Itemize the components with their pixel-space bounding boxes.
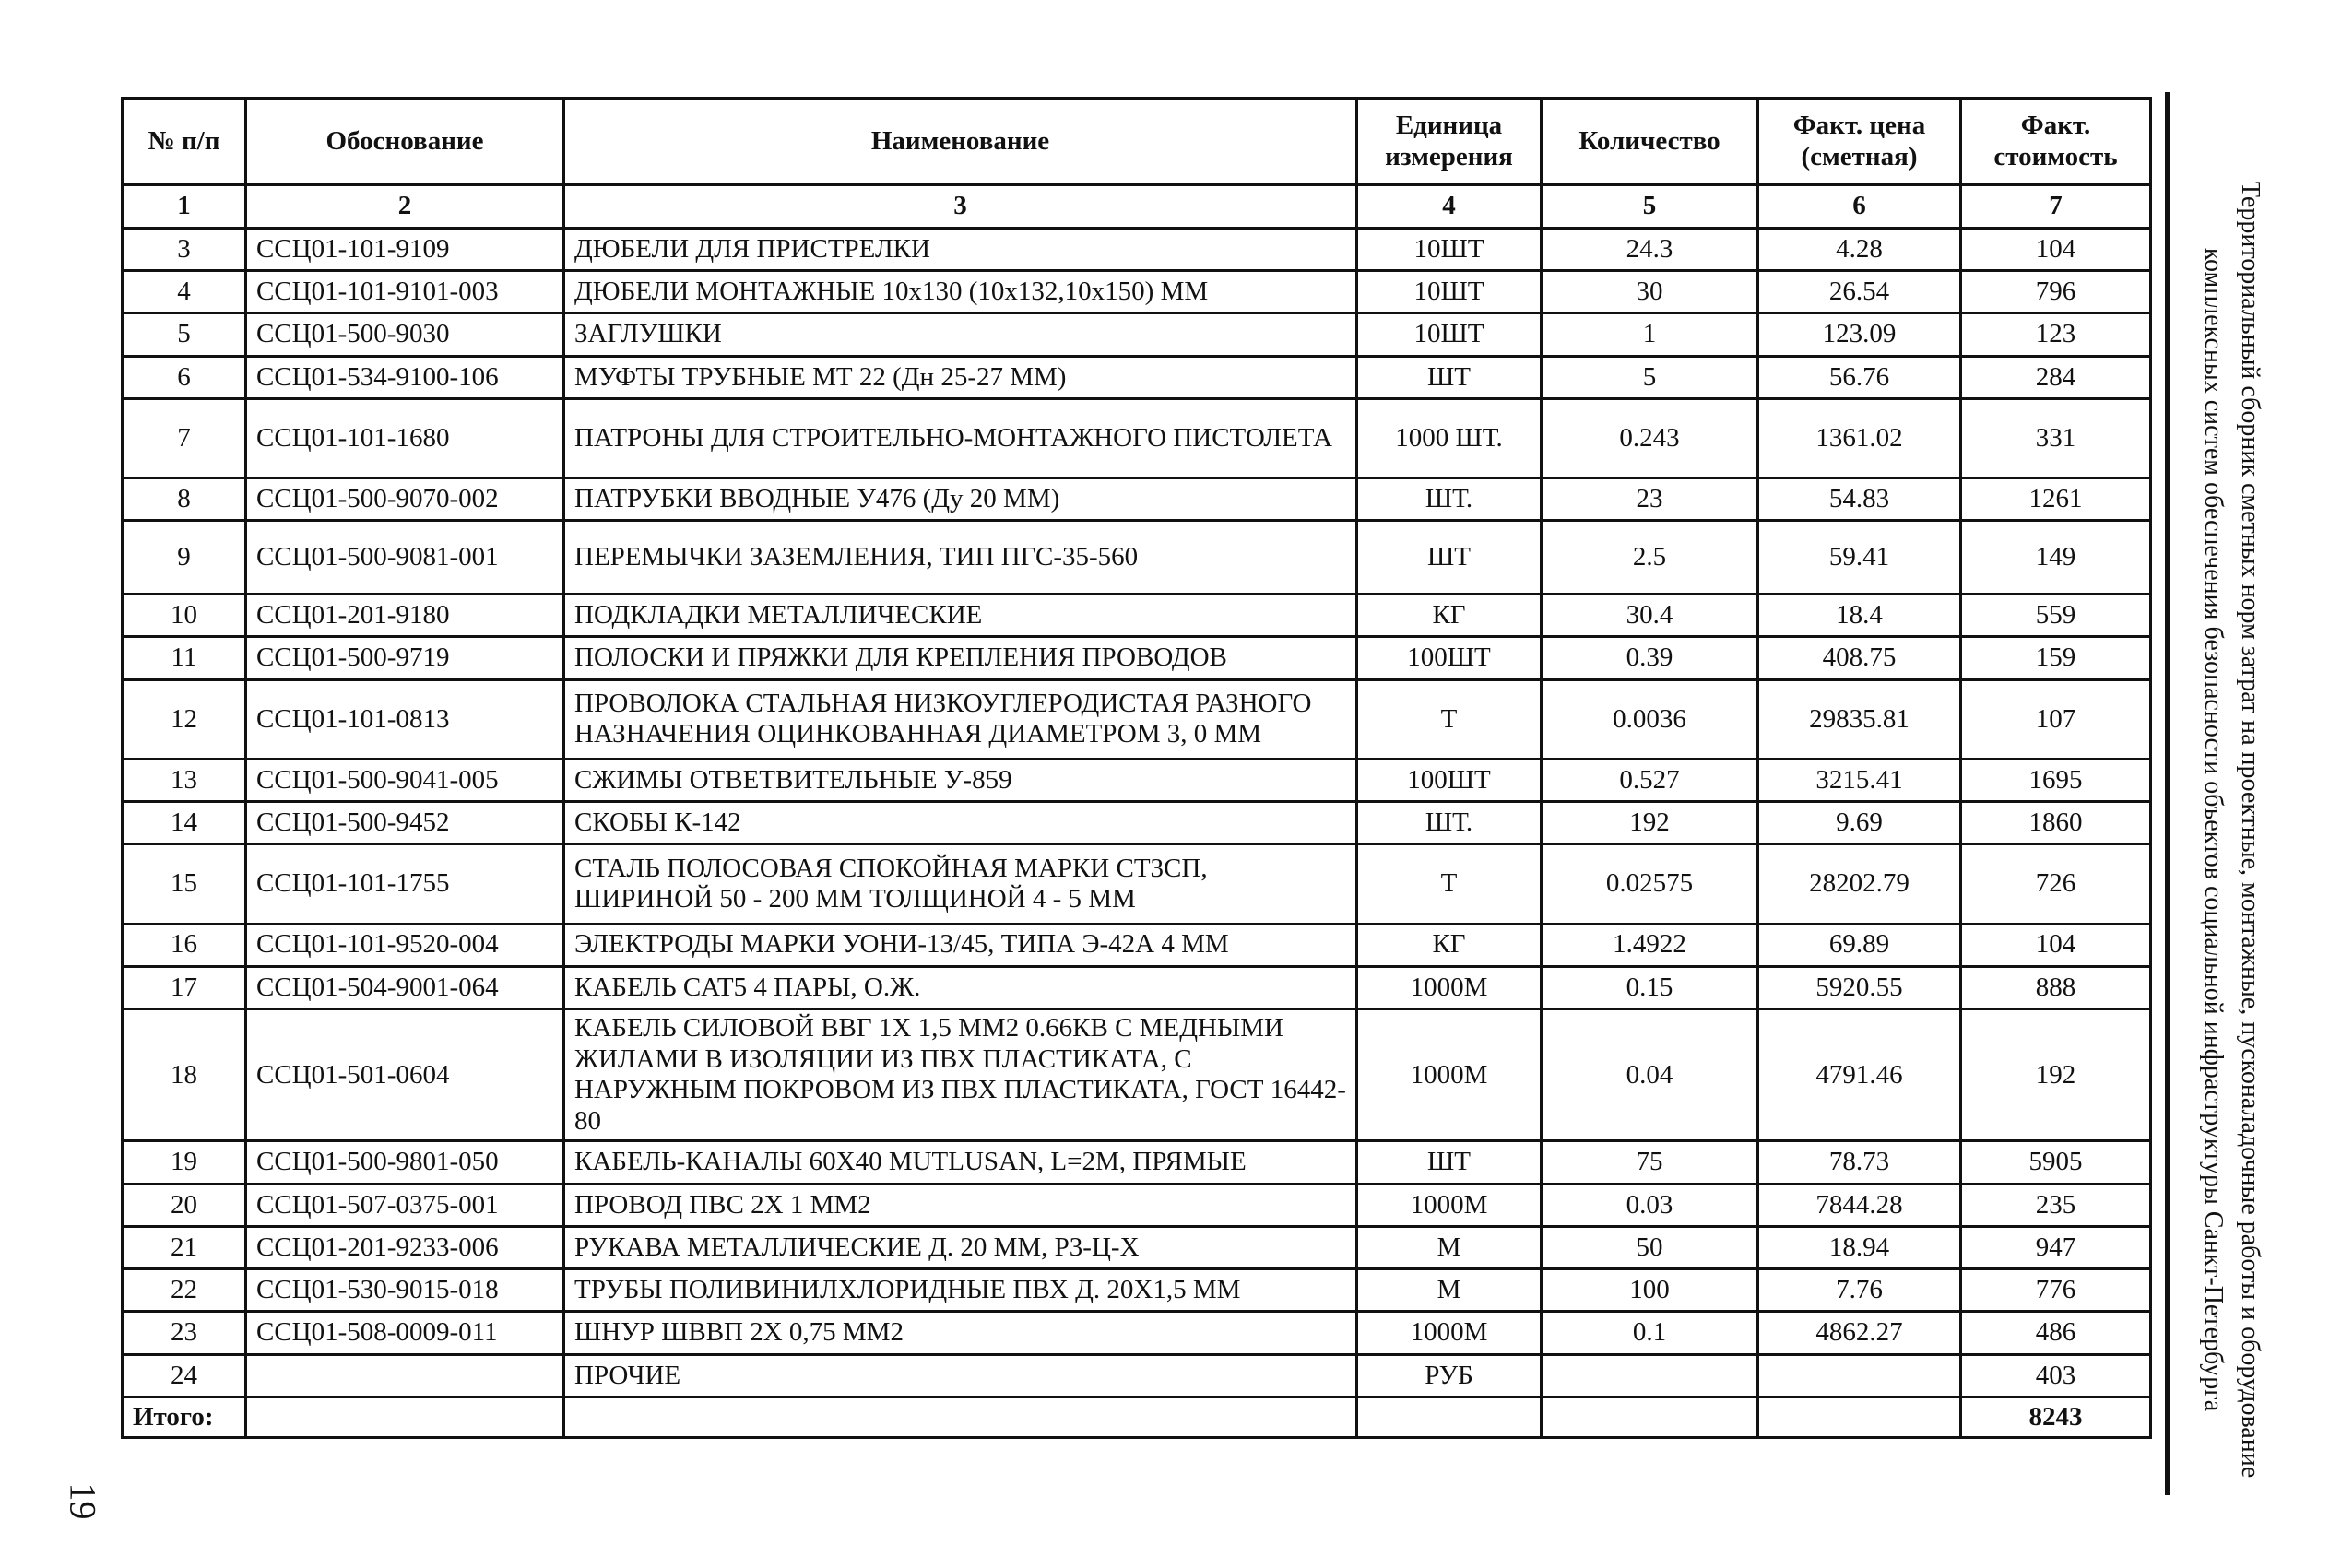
- table-row: [123, 637, 2151, 679]
- row-quantity: 0.1: [1542, 1312, 1758, 1354]
- table-row: [123, 924, 2151, 966]
- row-quantity: 0.39: [1542, 637, 1758, 679]
- row-unit: Т: [1357, 679, 1542, 759]
- row-item-name: КАБЕЛЬ СИЛОВОЙ ВВГ 1Х 1,5 ММ2 0.66КВ С МЕДНЫМИ ЖИЛАМИ В ИЗОЛЯЦИИ ИЗ ПВХ ПЛАСТИКАТА, С НАРУЖНЫМ ПОКРОВОМ ИЗ ПВХ ПЛАСТИКАТА, ГОСТ 16442-80: [564, 1009, 1357, 1141]
- row-unit: 10ШТ: [1357, 313, 1542, 356]
- header-qty: Количество: [1542, 99, 1758, 185]
- row-item-name: ПАТРУБКИ ВВОДНЫЕ У476 (Ду 20 ММ): [564, 478, 1357, 521]
- side-title-line-1: Территориальный сборник сметных норм затрат на проектные, монтажные, пусконаладочные работы и оборудование: [2236, 181, 2264, 1479]
- row-item-name: ЭЛЕКТРОДЫ МАРКИ УОНИ-13/45, ТИПА Э-42А 4 ММ: [564, 924, 1357, 966]
- table-row: [123, 229, 2151, 271]
- row-item-name: ЗАГЛУШКИ: [564, 313, 1357, 356]
- row-price: 4791.46: [1758, 1009, 1961, 1141]
- row-price: 3215.41: [1758, 759, 1961, 801]
- row-basis-code: ССЦ01-500-9081-001: [246, 521, 564, 595]
- row-price: 5920.55: [1758, 966, 1961, 1008]
- row-cost: 159: [1961, 637, 2151, 679]
- row-item-name: ПАТРОНЫ ДЛЯ СТРОИТЕЛЬНО-МОНТАЖНОГО ПИСТОЛЕТА: [564, 398, 1357, 477]
- row-basis-code: ССЦ01-201-9180: [246, 595, 564, 637]
- row-price: 18.4: [1758, 595, 1961, 637]
- row-number: 16: [123, 924, 246, 966]
- total-empty-cell: [1758, 1397, 1961, 1438]
- row-price: 78.73: [1758, 1141, 1961, 1184]
- row-number: 18: [123, 1009, 246, 1141]
- row-price: 54.83: [1758, 478, 1961, 521]
- row-item-name: ДЮБЕЛИ ДЛЯ ПРИСТРЕЛКИ: [564, 229, 1357, 271]
- row-unit: 1000М: [1357, 1312, 1542, 1354]
- row-quantity: 192: [1542, 802, 1758, 844]
- side-running-title: [2194, 111, 2268, 1549]
- table-row: [123, 1226, 2151, 1268]
- column-number-row: [123, 185, 2151, 229]
- row-cost: 947: [1961, 1226, 2151, 1268]
- row-item-name: ПОЛОСКИ И ПРЯЖКИ ДЛЯ КРЕПЛЕНИЯ ПРОВОДОВ: [564, 637, 1357, 679]
- row-basis-code: ССЦ01-534-9100-106: [246, 356, 564, 398]
- row-price: 9.69: [1758, 802, 1961, 844]
- total-empty-cell: [246, 1397, 564, 1438]
- row-price: 408.75: [1758, 637, 1961, 679]
- row-quantity: 100: [1542, 1269, 1758, 1312]
- row-number: 24: [123, 1354, 246, 1397]
- row-number: 19: [123, 1141, 246, 1184]
- row-basis-code: ССЦ01-500-9452: [246, 802, 564, 844]
- row-number: 3: [123, 229, 246, 271]
- row-unit: РУБ: [1357, 1354, 1542, 1397]
- row-basis-code: ССЦ01-500-9041-005: [246, 759, 564, 801]
- table-row: [123, 356, 2151, 398]
- row-number: 14: [123, 802, 246, 844]
- row-price: 4862.27: [1758, 1312, 1961, 1354]
- table-row: [123, 759, 2151, 801]
- row-unit: 1000М: [1357, 1009, 1542, 1141]
- row-quantity: 1: [1542, 313, 1758, 356]
- materials-cost-table: [121, 97, 2152, 1439]
- row-unit: КГ: [1357, 924, 1542, 966]
- row-unit: Т: [1357, 844, 1542, 924]
- row-unit: 1000М: [1357, 1184, 1542, 1226]
- table-row: [123, 521, 2151, 595]
- row-price: 59.41: [1758, 521, 1961, 595]
- row-cost: 403: [1961, 1354, 2151, 1397]
- row-basis-code: ССЦ01-500-9070-002: [246, 478, 564, 521]
- column-number: 1: [123, 185, 246, 229]
- header-unit: Единица измерения: [1357, 99, 1542, 185]
- row-item-name: ДЮБЕЛИ МОНТАЖНЫЕ 10х130 (10х132,10х150) ММ: [564, 271, 1357, 313]
- row-quantity: 30: [1542, 271, 1758, 313]
- row-price: 28202.79: [1758, 844, 1961, 924]
- row-quantity: 0.02575: [1542, 844, 1758, 924]
- row-number: 22: [123, 1269, 246, 1312]
- row-basis-code: ССЦ01-101-9109: [246, 229, 564, 271]
- column-number: 7: [1961, 185, 2151, 229]
- row-quantity: 30.4: [1542, 595, 1758, 637]
- row-unit: 100ШТ: [1357, 759, 1542, 801]
- header-basis: Обоснование: [246, 99, 564, 185]
- row-price: 69.89: [1758, 924, 1961, 966]
- row-number: 11: [123, 637, 246, 679]
- row-number: 20: [123, 1184, 246, 1226]
- row-price: 29835.81: [1758, 679, 1961, 759]
- row-number: 5: [123, 313, 246, 356]
- row-item-name: СКОБЫ К-142: [564, 802, 1357, 844]
- row-item-name: ПРОВОЛОКА СТАЛЬНАЯ НИЗКОУГЛЕРОДИСТАЯ РАЗНОГО НАЗНАЧЕНИЯ ОЦИНКОВАННАЯ ДИАМЕТРОМ 3, 0 ММ: [564, 679, 1357, 759]
- row-price: 4.28: [1758, 229, 1961, 271]
- table-row: [123, 595, 2151, 637]
- table-row: [123, 1354, 2151, 1397]
- row-cost: 776: [1961, 1269, 2151, 1312]
- total-row: [123, 1397, 2151, 1438]
- side-divider-line: [2165, 92, 2170, 1495]
- table-row: [123, 679, 2151, 759]
- row-basis-code: ССЦ01-101-9520-004: [246, 924, 564, 966]
- row-price: 26.54: [1758, 271, 1961, 313]
- row-number: 9: [123, 521, 246, 595]
- row-cost: 888: [1961, 966, 2151, 1008]
- header-price: Факт. цена (сметная): [1758, 99, 1961, 185]
- row-item-name: СЖИМЫ ОТВЕТВИТЕЛЬНЫЕ У-859: [564, 759, 1357, 801]
- row-quantity: 50: [1542, 1226, 1758, 1268]
- row-unit: ШТ.: [1357, 478, 1542, 521]
- row-item-name: ТРУБЫ ПОЛИВИНИЛХЛОРИДНЫЕ ПВХ Д. 20Х1,5 ММ: [564, 1269, 1357, 1312]
- table-row: [123, 802, 2151, 844]
- total-label: Итого:: [123, 1397, 246, 1438]
- row-basis-code: ССЦ01-501-0604: [246, 1009, 564, 1141]
- row-quantity: 0.527: [1542, 759, 1758, 801]
- row-cost: 104: [1961, 924, 2151, 966]
- row-basis-code: ССЦ01-500-9030: [246, 313, 564, 356]
- row-cost: 796: [1961, 271, 2151, 313]
- row-unit: ШТ.: [1357, 802, 1542, 844]
- table-body: [123, 229, 2151, 1397]
- row-quantity: 0.04: [1542, 1009, 1758, 1141]
- row-price: 123.09: [1758, 313, 1961, 356]
- row-price: 1361.02: [1758, 398, 1961, 477]
- row-basis-code: ССЦ01-530-9015-018: [246, 1269, 564, 1312]
- row-quantity: 24.3: [1542, 229, 1758, 271]
- row-unit: 10ШТ: [1357, 229, 1542, 271]
- row-cost: 192: [1961, 1009, 2151, 1141]
- row-quantity: 0.0036: [1542, 679, 1758, 759]
- row-item-name: СТАЛЬ ПОЛОСОВАЯ СПОКОЙНАЯ МАРКИ СТ3СП, ШИРИНОЙ 50 - 200 ММ ТОЛЩИНОЙ 4 - 5 ММ: [564, 844, 1357, 924]
- row-cost: 235: [1961, 1184, 2151, 1226]
- row-unit: ШТ: [1357, 356, 1542, 398]
- table-row: [123, 1269, 2151, 1312]
- row-basis-code: ССЦ01-500-9801-050: [246, 1141, 564, 1184]
- row-number: 12: [123, 679, 246, 759]
- row-number: 13: [123, 759, 246, 801]
- row-quantity: [1542, 1354, 1758, 1397]
- table-row: [123, 1312, 2151, 1354]
- total-empty-cell: [1542, 1397, 1758, 1438]
- header-cost: Факт. стоимость: [1961, 99, 2151, 185]
- row-number: 15: [123, 844, 246, 924]
- row-basis-code: ССЦ01-508-0009-011: [246, 1312, 564, 1354]
- row-number: 7: [123, 398, 246, 477]
- row-item-name: ШНУР ШВВП 2Х 0,75 ММ2: [564, 1312, 1357, 1354]
- row-basis-code: ССЦ01-507-0375-001: [246, 1184, 564, 1226]
- row-price: 7.76: [1758, 1269, 1961, 1312]
- header-row: [123, 99, 2151, 185]
- row-basis-code: ССЦ01-101-1755: [246, 844, 564, 924]
- row-cost: 149: [1961, 521, 2151, 595]
- row-unit: 100ШТ: [1357, 637, 1542, 679]
- side-title-line-2: комплексных систем обеспечения безопасности объектов социальной инфраструктуры Санкт-Петербурга: [2199, 247, 2228, 1412]
- row-unit: М: [1357, 1226, 1542, 1268]
- row-item-name: КАБЕЛЬ-КАНАЛЫ 60Х40 MUTLUSAN, L=2M, ПРЯМЫЕ: [564, 1141, 1357, 1184]
- header-name: Наименование: [564, 99, 1357, 185]
- row-price: 56.76: [1758, 356, 1961, 398]
- row-item-name: ПОДКЛАДКИ МЕТАЛЛИЧЕСКИЕ: [564, 595, 1357, 637]
- row-item-name: КАБЕЛЬ CAT5 4 ПАРЫ, О.Ж.: [564, 966, 1357, 1008]
- row-unit: М: [1357, 1269, 1542, 1312]
- table-row: [123, 1009, 2151, 1141]
- total-empty-cell: [1357, 1397, 1542, 1438]
- row-number: 23: [123, 1312, 246, 1354]
- row-basis-code: ССЦ01-101-1680: [246, 398, 564, 477]
- row-cost: 104: [1961, 229, 2151, 271]
- row-unit: КГ: [1357, 595, 1542, 637]
- row-unit: 10ШТ: [1357, 271, 1542, 313]
- row-basis-code: ССЦ01-504-9001-064: [246, 966, 564, 1008]
- row-quantity: 2.5: [1542, 521, 1758, 595]
- row-basis-code: ССЦ01-101-9101-003: [246, 271, 564, 313]
- row-basis-code: ССЦ01-500-9719: [246, 637, 564, 679]
- row-cost: 123: [1961, 313, 2151, 356]
- row-item-name: ПЕРЕМЫЧКИ ЗАЗЕМЛЕНИЯ, ТИП ПГС-35-560: [564, 521, 1357, 595]
- table-row: [123, 1184, 2151, 1226]
- row-number: 6: [123, 356, 246, 398]
- row-basis-code: ССЦ01-101-0813: [246, 679, 564, 759]
- row-quantity: 23: [1542, 478, 1758, 521]
- row-unit: 1000М: [1357, 966, 1542, 1008]
- total-cost: 8243: [1961, 1397, 2151, 1438]
- row-price: 7844.28: [1758, 1184, 1961, 1226]
- column-number: 2: [246, 185, 564, 229]
- row-unit: 1000 ШТ.: [1357, 398, 1542, 477]
- row-cost: 559: [1961, 595, 2151, 637]
- row-price: [1758, 1354, 1961, 1397]
- table-row: [123, 844, 2151, 924]
- row-item-name: МУФТЫ ТРУБНЫЕ МТ 22 (Дн 25-27 ММ): [564, 356, 1357, 398]
- total-empty-cell: [564, 1397, 1357, 1438]
- row-item-name: ПРОЧИЕ: [564, 1354, 1357, 1397]
- table-row: [123, 966, 2151, 1008]
- row-quantity: 0.243: [1542, 398, 1758, 477]
- table-row: [123, 313, 2151, 356]
- row-basis-code: [246, 1354, 564, 1397]
- table-row: [123, 398, 2151, 477]
- row-basis-code: ССЦ01-201-9233-006: [246, 1226, 564, 1268]
- row-number: 10: [123, 595, 246, 637]
- row-number: 4: [123, 271, 246, 313]
- row-cost: 1261: [1961, 478, 2151, 521]
- page-number: 19: [62, 1482, 104, 1520]
- row-cost: 726: [1961, 844, 2151, 924]
- header-num: № п/п: [123, 99, 246, 185]
- row-item-name: РУКАВА МЕТАЛЛИЧЕСКИЕ Д. 20 ММ, Р3-Ц-Х: [564, 1226, 1357, 1268]
- row-quantity: 0.03: [1542, 1184, 1758, 1226]
- table-row: [123, 1141, 2151, 1184]
- column-number: 3: [564, 185, 1357, 229]
- row-quantity: 0.15: [1542, 966, 1758, 1008]
- row-cost: 1695: [1961, 759, 2151, 801]
- row-number: 8: [123, 478, 246, 521]
- row-cost: 284: [1961, 356, 2151, 398]
- column-number: 6: [1758, 185, 1961, 229]
- row-cost: 107: [1961, 679, 2151, 759]
- row-cost: 1860: [1961, 802, 2151, 844]
- column-number: 5: [1542, 185, 1758, 229]
- row-quantity: 1.4922: [1542, 924, 1758, 966]
- row-number: 17: [123, 966, 246, 1008]
- row-unit: ШТ: [1357, 1141, 1542, 1184]
- row-quantity: 5: [1542, 356, 1758, 398]
- table-row: [123, 271, 2151, 313]
- row-cost: 5905: [1961, 1141, 2151, 1184]
- row-quantity: 75: [1542, 1141, 1758, 1184]
- row-cost: 486: [1961, 1312, 2151, 1354]
- table-row: [123, 478, 2151, 521]
- row-item-name: ПРОВОД ПВС 2Х 1 ММ2: [564, 1184, 1357, 1226]
- row-unit: ШТ: [1357, 521, 1542, 595]
- column-number: 4: [1357, 185, 1542, 229]
- row-number: 21: [123, 1226, 246, 1268]
- row-cost: 331: [1961, 398, 2151, 477]
- row-price: 18.94: [1758, 1226, 1961, 1268]
